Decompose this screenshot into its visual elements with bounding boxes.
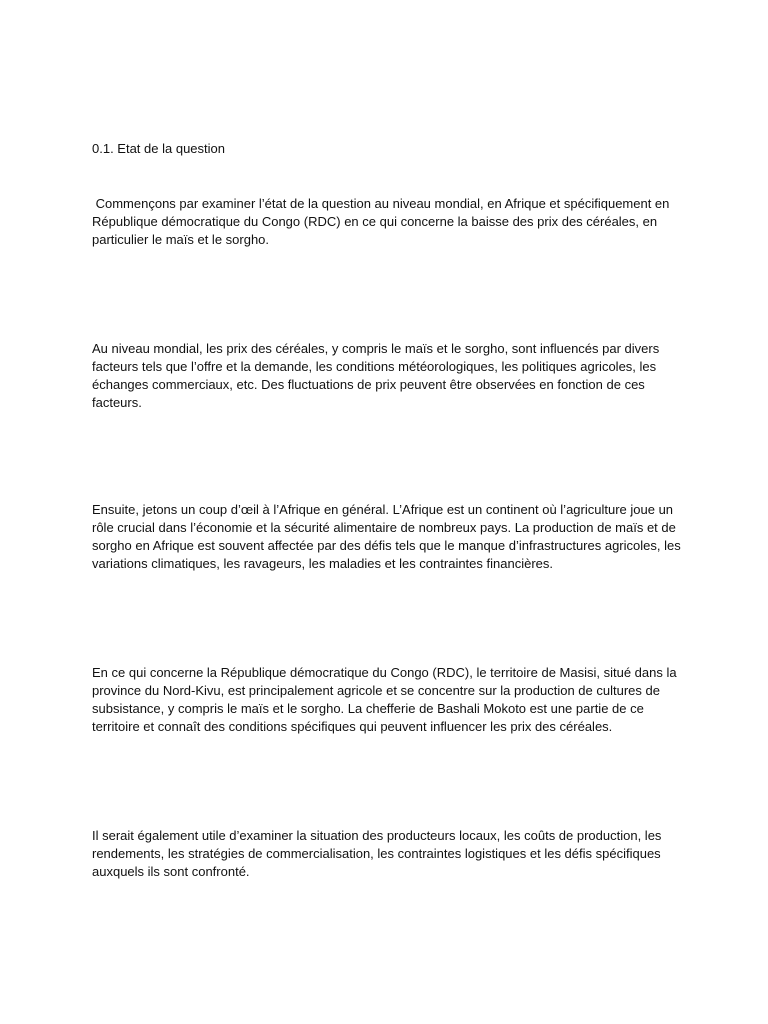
paragraph-rdc: En ce qui concerne la République démocratique du Congo (RDC), le territoire de Masisi, situé dans la province du Nord-Kivu, est principalement agricole et se concentre sur la production de cultures de subsistance, y compris le maïs et le sorgho. La chefferie de Bashali Mokoto est une partie de ce territoire et connaît des conditions spécifiques qui peuvent influencer les prix des céréales. (92, 665, 677, 734)
section-heading: 0.1. Etat de la question (92, 141, 225, 156)
paragraph-world: Au niveau mondial, les prix des céréales, y compris le maïs et le sorgho, sont influencés par divers facteurs tels que l’offre et la demande, les conditions météorologiques, les politiques agricoles, les échanges commerciaux, etc. Des fluctuations de prix peuvent être observées en fonction de ces facteurs. (92, 341, 660, 410)
paragraph-africa: Ensuite, jetons un coup d’œil à l’Afrique en général. L’Afrique est un continent où l’agriculture joue un rôle crucial dans l’économie et la sécurité alimentaire de nombreux pays. La production de maïs et de sorgho en Afrique est souvent affectée par des défis tels que le manque d’infrastructures agricoles, les variations climatiques, les ravageurs, les maladies et les contraintes financières. (92, 502, 681, 571)
paragraph-producers: Il serait également utile d’examiner la situation des producteurs locaux, les coûts de production, les rendements, les stratégies de commercialisation, les contraintes logistiques et les défis spécifiques auxquels ils sont confronté. (92, 828, 662, 879)
paragraph-intro: Commençons par examiner l’état de la question au niveau mondial, en Afrique et spécifiquement en République démocratique du Congo (RDC) en ce qui concerne la baisse des prix des céréales, en particulier le maïs et le sorgho. (92, 196, 670, 247)
